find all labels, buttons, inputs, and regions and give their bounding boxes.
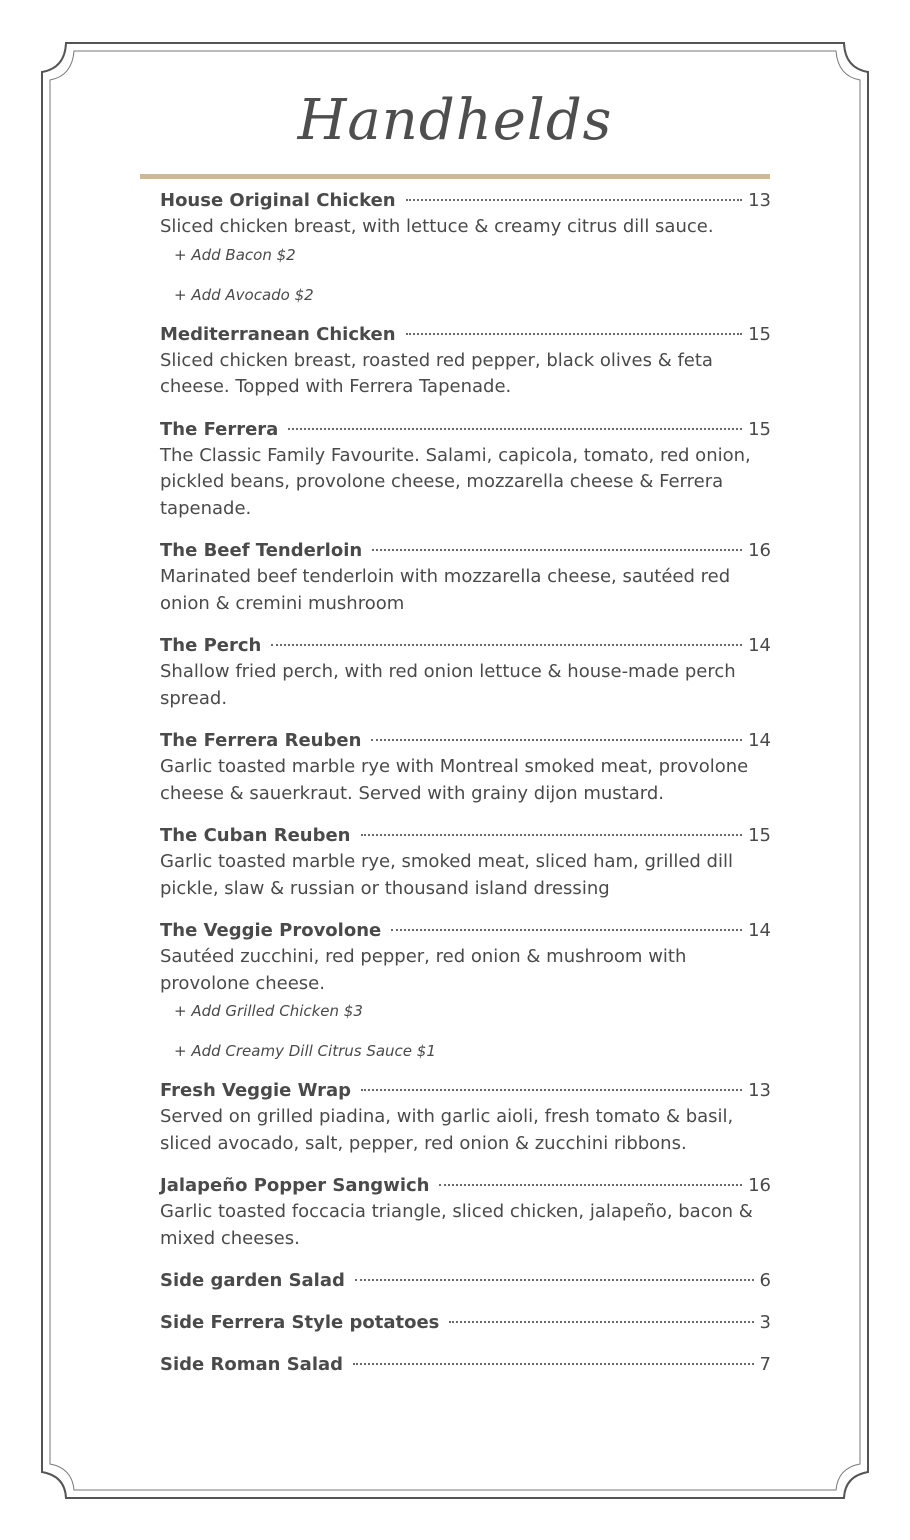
menu-item-header xyxy=(160,1078,771,1104)
menu-item-description: Sliced chicken breast, with lettuce & creamy citrus dill sauce. xyxy=(160,216,714,237)
menu-item-description: Garlic toasted marble rye with Montreal smoked meat, provolone cheese & sauerkraut. Served with grainy dijon mustard. xyxy=(160,756,749,804)
dot-leader xyxy=(439,1184,742,1186)
menu-item-addon: + Add Grilled Chicken $3 xyxy=(174,1002,363,1020)
dot-leader xyxy=(372,549,742,551)
menu-item-header xyxy=(160,728,771,754)
menu-item xyxy=(160,1078,771,1157)
menu-item-header xyxy=(160,823,771,849)
menu-item xyxy=(160,538,771,617)
menu-item-addon: + Add Bacon $2 xyxy=(174,245,296,264)
menu-item-name: House Original Chicken xyxy=(160,190,396,211)
menu-item-price: 13 xyxy=(748,1080,771,1101)
menu-item-description: Served on grilled piadina, with garlic aioli, fresh tomato & basil, sliced avocado, salt, pepper, red onion & zucchini ribbons. xyxy=(160,1106,734,1154)
dot-leader xyxy=(288,428,742,430)
menu-item-header xyxy=(160,417,771,443)
menu-item-name: The Ferrera Reuben xyxy=(160,730,362,751)
dot-leader xyxy=(361,1089,742,1091)
dot-leader xyxy=(353,1363,754,1365)
menu-item-name: Mediterranean Chicken xyxy=(160,323,396,345)
menu-item xyxy=(160,1173,771,1252)
menu-item-price: 7 xyxy=(759,1354,771,1375)
dot-leader xyxy=(406,333,743,335)
menu-item xyxy=(160,728,771,807)
menu-item xyxy=(160,1352,771,1378)
menu-item-name: Side garden Salad xyxy=(160,1270,345,1291)
menu-item xyxy=(160,322,771,401)
menu-item xyxy=(160,823,771,902)
menu-item-price: 6 xyxy=(759,1270,771,1291)
menu-list xyxy=(160,188,771,1394)
menu-item-price: 3 xyxy=(759,1312,771,1333)
dot-leader xyxy=(449,1321,753,1323)
menu-item-header xyxy=(160,188,771,214)
dot-leader xyxy=(391,929,742,931)
menu-item-header xyxy=(160,538,771,564)
menu-item-price: 16 xyxy=(748,540,771,561)
menu-item xyxy=(160,633,771,712)
menu-item-price: 14 xyxy=(748,635,771,656)
menu-item-price: 15 xyxy=(748,323,771,345)
menu-item-price: 14 xyxy=(748,730,771,751)
menu-item-header xyxy=(160,1352,771,1378)
menu-item-header xyxy=(160,322,771,348)
title-divider xyxy=(140,174,770,179)
menu-item xyxy=(160,1268,771,1294)
menu-item-name: The Veggie Provolone xyxy=(160,920,382,941)
menu-item-price: 14 xyxy=(748,920,771,941)
menu-item-description: Shallow fried perch, with red onion lettuce & house-made perch spread. xyxy=(160,661,736,709)
dot-leader xyxy=(361,834,743,836)
menu-item-header xyxy=(160,1310,771,1336)
menu-item-description: Marinated beef tenderloin with mozzarella cheese, sautéed red onion & cremini mushroom xyxy=(160,566,731,614)
menu-item xyxy=(160,918,771,1062)
menu-item xyxy=(160,188,771,306)
menu-item-header xyxy=(160,1173,771,1199)
menu-item-name: Fresh Veggie Wrap xyxy=(160,1080,352,1101)
menu-item-addon: + Add Avocado $2 xyxy=(174,285,314,304)
dot-leader xyxy=(271,644,742,646)
menu-item-price: 13 xyxy=(748,190,771,211)
menu-item-price: 15 xyxy=(748,825,771,846)
menu-item-header xyxy=(160,1268,771,1294)
menu-item-price: 16 xyxy=(748,1175,771,1196)
menu-item-description: Sliced chicken breast, roasted red pepper, black olives & feta cheese. Topped with Ferrera Tapenade. xyxy=(160,349,713,397)
menu-item-name: The Ferrera xyxy=(160,418,279,440)
dot-leader xyxy=(355,1279,754,1281)
menu-item-name: Jalapeño Popper Sangwich xyxy=(160,1175,430,1196)
menu-item-name: Side Roman Salad xyxy=(160,1354,344,1375)
menu-item-name: Side Ferrera Style potatoes xyxy=(160,1312,440,1333)
menu-item-description: The Classic Family Favourite. Salami, capicola, tomato, red onion, pickled beans, provolone cheese, mozzarella cheese & Ferrera tapenade. xyxy=(160,444,751,519)
menu-item-name: The Perch xyxy=(160,635,262,656)
menu-item-header xyxy=(160,633,771,659)
menu-item-header xyxy=(160,918,771,944)
menu-item xyxy=(160,417,771,523)
menu-item-description: Garlic toasted foccacia triangle, sliced chicken, jalapeño, bacon & mixed cheeses. xyxy=(160,1201,753,1249)
menu-item-description: Garlic toasted marble rye, smoked meat, sliced ham, grilled dill pickle, slaw & russian or thousand island dressing xyxy=(160,851,733,899)
menu-item-price: 15 xyxy=(748,418,771,440)
dot-leader xyxy=(371,739,742,741)
menu-item-name: The Beef Tenderloin xyxy=(160,540,363,561)
dot-leader xyxy=(406,199,742,201)
section-title: Handhelds xyxy=(297,88,613,153)
menu-item-name: The Cuban Reuben xyxy=(160,825,351,846)
menu-item-description: Sautéed zucchini, red pepper, red onion & mushroom with provolone cheese. xyxy=(160,946,687,994)
menu-item xyxy=(160,1310,771,1336)
menu-item-addon: + Add Creamy Dill Citrus Sauce $1 xyxy=(174,1042,436,1060)
